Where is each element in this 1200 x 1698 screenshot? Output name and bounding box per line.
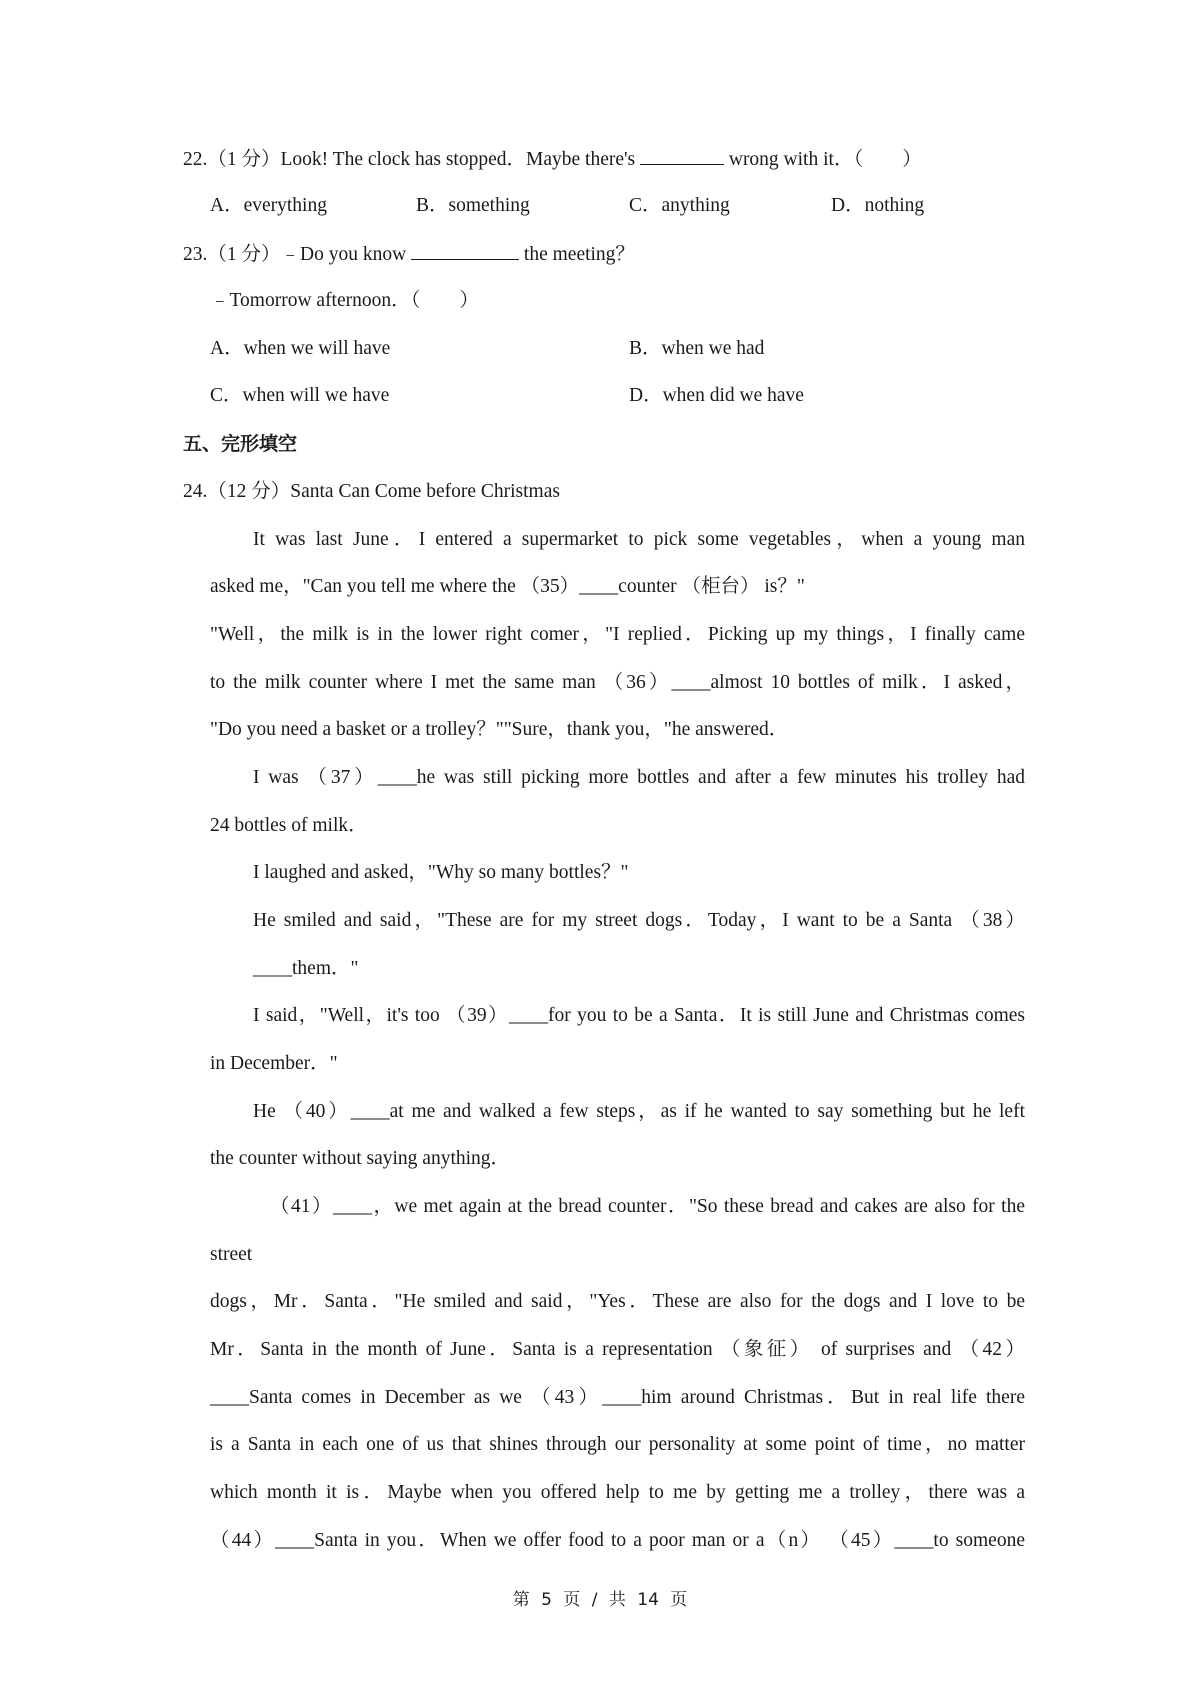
passage-line: I said，"Well，it's too （39）____for you to be a Santa．It is still June and Christmas comes <box>253 1005 1025 1026</box>
question-23-reply: ﹣Tomorrow afternoon．（ ） <box>210 290 479 311</box>
question-22-option-a: A．everything <box>210 195 327 216</box>
passage-line: Mr．Santa in the month of June．Santa is a representation （象征） of surprises and （42） <box>210 1339 1025 1360</box>
passage-line: dogs，Mr．Santa．"He smiled and said，"Yes．These are also for the dogs and I love to be <box>210 1291 1025 1312</box>
question-23-stem-part1: 23.（1 分）﹣Do you know <box>183 244 412 265</box>
passage-line: ____Santa comes in December as we （43）____him around Christmas．But in real life there <box>210 1387 1025 1408</box>
passage-line: He smiled and said，"These are for my street dogs．Today，I want to be a Santa （38） <box>253 910 1025 931</box>
question-24-title: 24.（12 分）Santa Can Come before Christmas <box>183 481 560 502</box>
question-22-option-c: C．anything <box>629 195 730 216</box>
question-22-stem <box>183 144 922 174</box>
passage-line: He （40）____at me and walked a few steps，as if he wanted to say something but he left <box>253 1101 1025 1122</box>
section-heading: 五、完形填空 <box>183 433 298 455</box>
question-22-option-d: D．nothing <box>831 195 925 216</box>
question-22-stem-part2: wrong with it．（ ） <box>723 149 922 170</box>
question-23-option-a: A．when we will have <box>210 338 391 359</box>
passage-line: the counter without saying anything． <box>210 1148 511 1169</box>
passage-line: It was last June．I entered a supermarket to pick some vegetables，when a young man <box>253 529 1025 550</box>
question-22-option-b: B．something <box>416 195 530 216</box>
passage-line: "Do you need a basket or a trolley？""Sure，thank you，"he answered． <box>210 719 789 740</box>
passage-line: （41）____，we met again at the bread counter．"So these bread and cakes are also for the <box>270 1196 1025 1217</box>
passage-line: ____them．" <box>253 958 359 979</box>
passage-line: 24 bottles of milk． <box>210 815 368 836</box>
passage-line: to the milk counter where I met the same man （36）____almost 10 bottles of milk．I asked， <box>210 672 1025 693</box>
question-23-option-b: B．when we had <box>629 338 765 359</box>
question-23-stem-part2: the meeting？ <box>519 244 635 265</box>
passage-line: I laughed and asked，"Why so many bottles？" <box>253 862 629 883</box>
question-23-option-c: C．when will we have <box>210 385 390 406</box>
passage-line: （44）____Santa in you．When we offer food to a poor man or a（n） （45）____to someone <box>210 1530 1025 1551</box>
passage-line: "Well，the milk is in the lower right comer，"I replied．Picking up my things，I finally came <box>210 624 1025 645</box>
answer-blank <box>411 239 519 260</box>
passage-line: in December．" <box>210 1053 338 1074</box>
passage-line: is a Santa in each one of us that shines through our personality at some point of time，no matter <box>210 1434 1025 1455</box>
answer-blank <box>640 144 724 165</box>
passage-line: I was （37）____he was still picking more bottles and after a few minutes his trolley had <box>253 767 1025 788</box>
page-number-footer: 第 5 页 / 共 14 页 <box>512 1590 688 1610</box>
question-22-stem-part1: 22.（1 分）Look! The clock has stopped．Maybe there's <box>183 149 640 170</box>
question-23-stem <box>183 239 635 269</box>
passage-line: which month it is．Maybe when you offered help to me by getting me a trolley，there was a <box>210 1482 1025 1503</box>
passage-line: asked me，"Can you tell me where the （35）____counter （柜台） is？" <box>210 576 805 597</box>
passage-line: street <box>210 1244 253 1265</box>
question-23-option-d: D．when did we have <box>629 385 804 406</box>
